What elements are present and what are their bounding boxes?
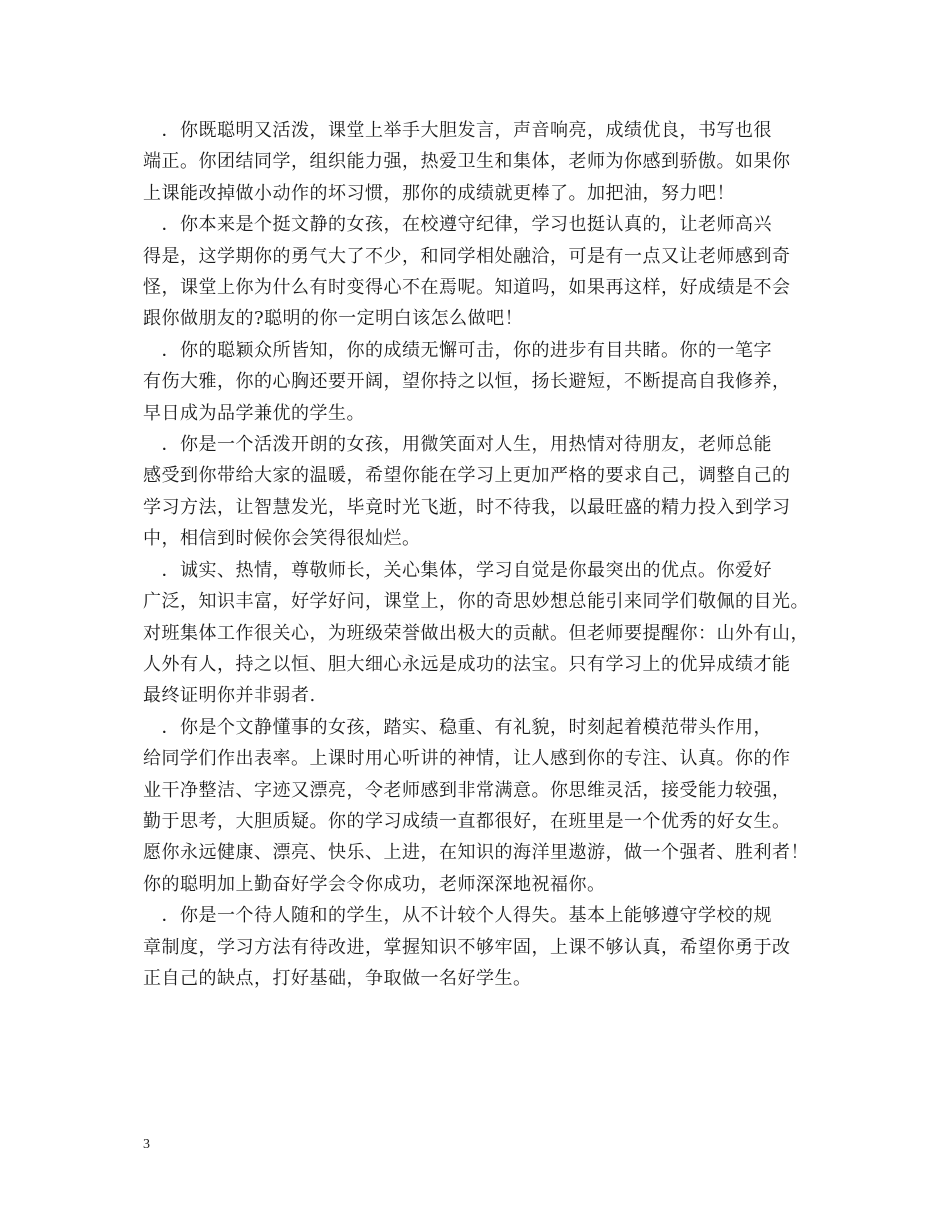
paragraph-line: ．你的聪颖众所皆知，你的成绩无懈可击，你的进步有目共睹。你的一笔字 bbox=[143, 339, 772, 361]
paragraph-line: 得是，这学期你的勇气大了不少，和同学相处融洽，可是有一点又让老师感到奇 bbox=[143, 245, 791, 267]
paragraph-line: 学习方法，让智慧发光，毕竟时光飞逝，时不待我，以最旺盛的精力投入到学习 bbox=[143, 496, 791, 518]
paragraph-line: 勤于思考，大胆质疑。你的学习成绩一直都很好，在班里是一个优秀的好女生。 bbox=[143, 810, 791, 832]
paragraph-line: 给同学们作出表率。上课时用心听讲的神情，让人感到你的专注、认真。你的作 bbox=[143, 748, 791, 770]
paragraph-line: 愿你永远健康、漂亮、快乐、上进，在知识的海洋里遨游，做一个强者、胜利者！ bbox=[143, 842, 809, 864]
comment-paragraph bbox=[143, 335, 819, 429]
paragraph-line: 有伤大雅，你的心胸还要开阔，望你持之以恒，扬长避短，不断提高自我修养， bbox=[143, 371, 791, 393]
page-number: 3 bbox=[143, 1137, 150, 1152]
paragraph-line: 跟你做朋友的?聪明的你一定明白该怎么做吧！ bbox=[143, 308, 524, 330]
comment-paragraph bbox=[143, 555, 819, 712]
paragraph-line: 广泛，知识丰富，好学好问，课堂上，你的奇思妙想总能引来同学们敬佩的目光。 bbox=[143, 591, 809, 613]
paragraph-line: ．你既聪明又活泼，课堂上举手大胆发言，声音响亮，成绩优良，书写也很 bbox=[143, 120, 772, 141]
paragraph-line: 你的聪明加上勤奋好学会令你成功，老师深深地祝福你。 bbox=[143, 873, 606, 895]
paragraph-line: ．你是一个待人随和的学生，从不计较个人得失。基本上能够遵守学校的规 bbox=[143, 905, 772, 927]
paragraph-line: 正自己的缺点，打好基础，争取做一名好学生。 bbox=[143, 967, 532, 989]
paragraph-line: ．你是个文静懂事的女孩，踏实、稳重、有礼貌，时刻起着模范带头作用， bbox=[143, 716, 772, 738]
paragraph-line: 章制度，学习方法有待改进，掌握知识不够牢固，上课不够认真，希望你勇于改 bbox=[143, 936, 791, 958]
paragraph-line: 人外有人，持之以恒、胆大细心永远是成功的法宝。只有学习上的优异成绩才能 bbox=[143, 653, 791, 675]
paragraph-line: 对班集体工作很关心，为班级荣誉做出极大的贡献。但老师要提醒你：山外有山， bbox=[143, 622, 809, 644]
paragraph-line: 中，相信到时候你会笑得很灿烂。 bbox=[143, 528, 421, 550]
paragraph-line: 怪，课堂上你为什么有时变得心不在焉呢。知道吗，如果再这样，好成绩是不会 bbox=[143, 277, 791, 299]
comment-paragraph bbox=[143, 900, 819, 994]
paragraph-line: 感受到你带给大家的温暖，希望你能在学习上更加严格的要求自己，调整自己的 bbox=[143, 465, 791, 487]
comment-paragraph bbox=[143, 429, 819, 555]
paragraph-line: 上课能改掉做小动作的坏习惯，那你的成绩就更棒了。加把油，努力吧！ bbox=[143, 182, 735, 204]
paragraph-line: 端正。你团结同学，组织能力强，热爱卫生和集体，老师为你感到骄傲。如果你 bbox=[143, 151, 791, 173]
paragraph-line: ．你是一个活泼开朗的女孩，用微笑面对人生，用热情对待朋友，老师总能 bbox=[143, 434, 772, 456]
paragraph-line: 最终证明你并非弱者. bbox=[143, 685, 316, 707]
paragraph-line: 早日成为品学兼优的学生。 bbox=[143, 402, 365, 424]
comment-paragraph bbox=[143, 209, 819, 335]
comment-paragraph bbox=[143, 712, 819, 900]
paragraph-line: ．诚实、热情，尊敬师长，关心集体，学习自觉是你最突出的优点。你爱好 bbox=[143, 559, 772, 581]
paragraph-line: ．你本来是个挺文静的女孩，在校遵守纪律，学习也挺认真的，让老师高兴 bbox=[143, 214, 772, 236]
comment-paragraph bbox=[143, 115, 819, 209]
document-body bbox=[143, 115, 819, 994]
paragraph-line: 业干净整洁、字迹又漂亮，令老师感到非常满意。你思维灵活，接受能力较强， bbox=[143, 779, 791, 801]
